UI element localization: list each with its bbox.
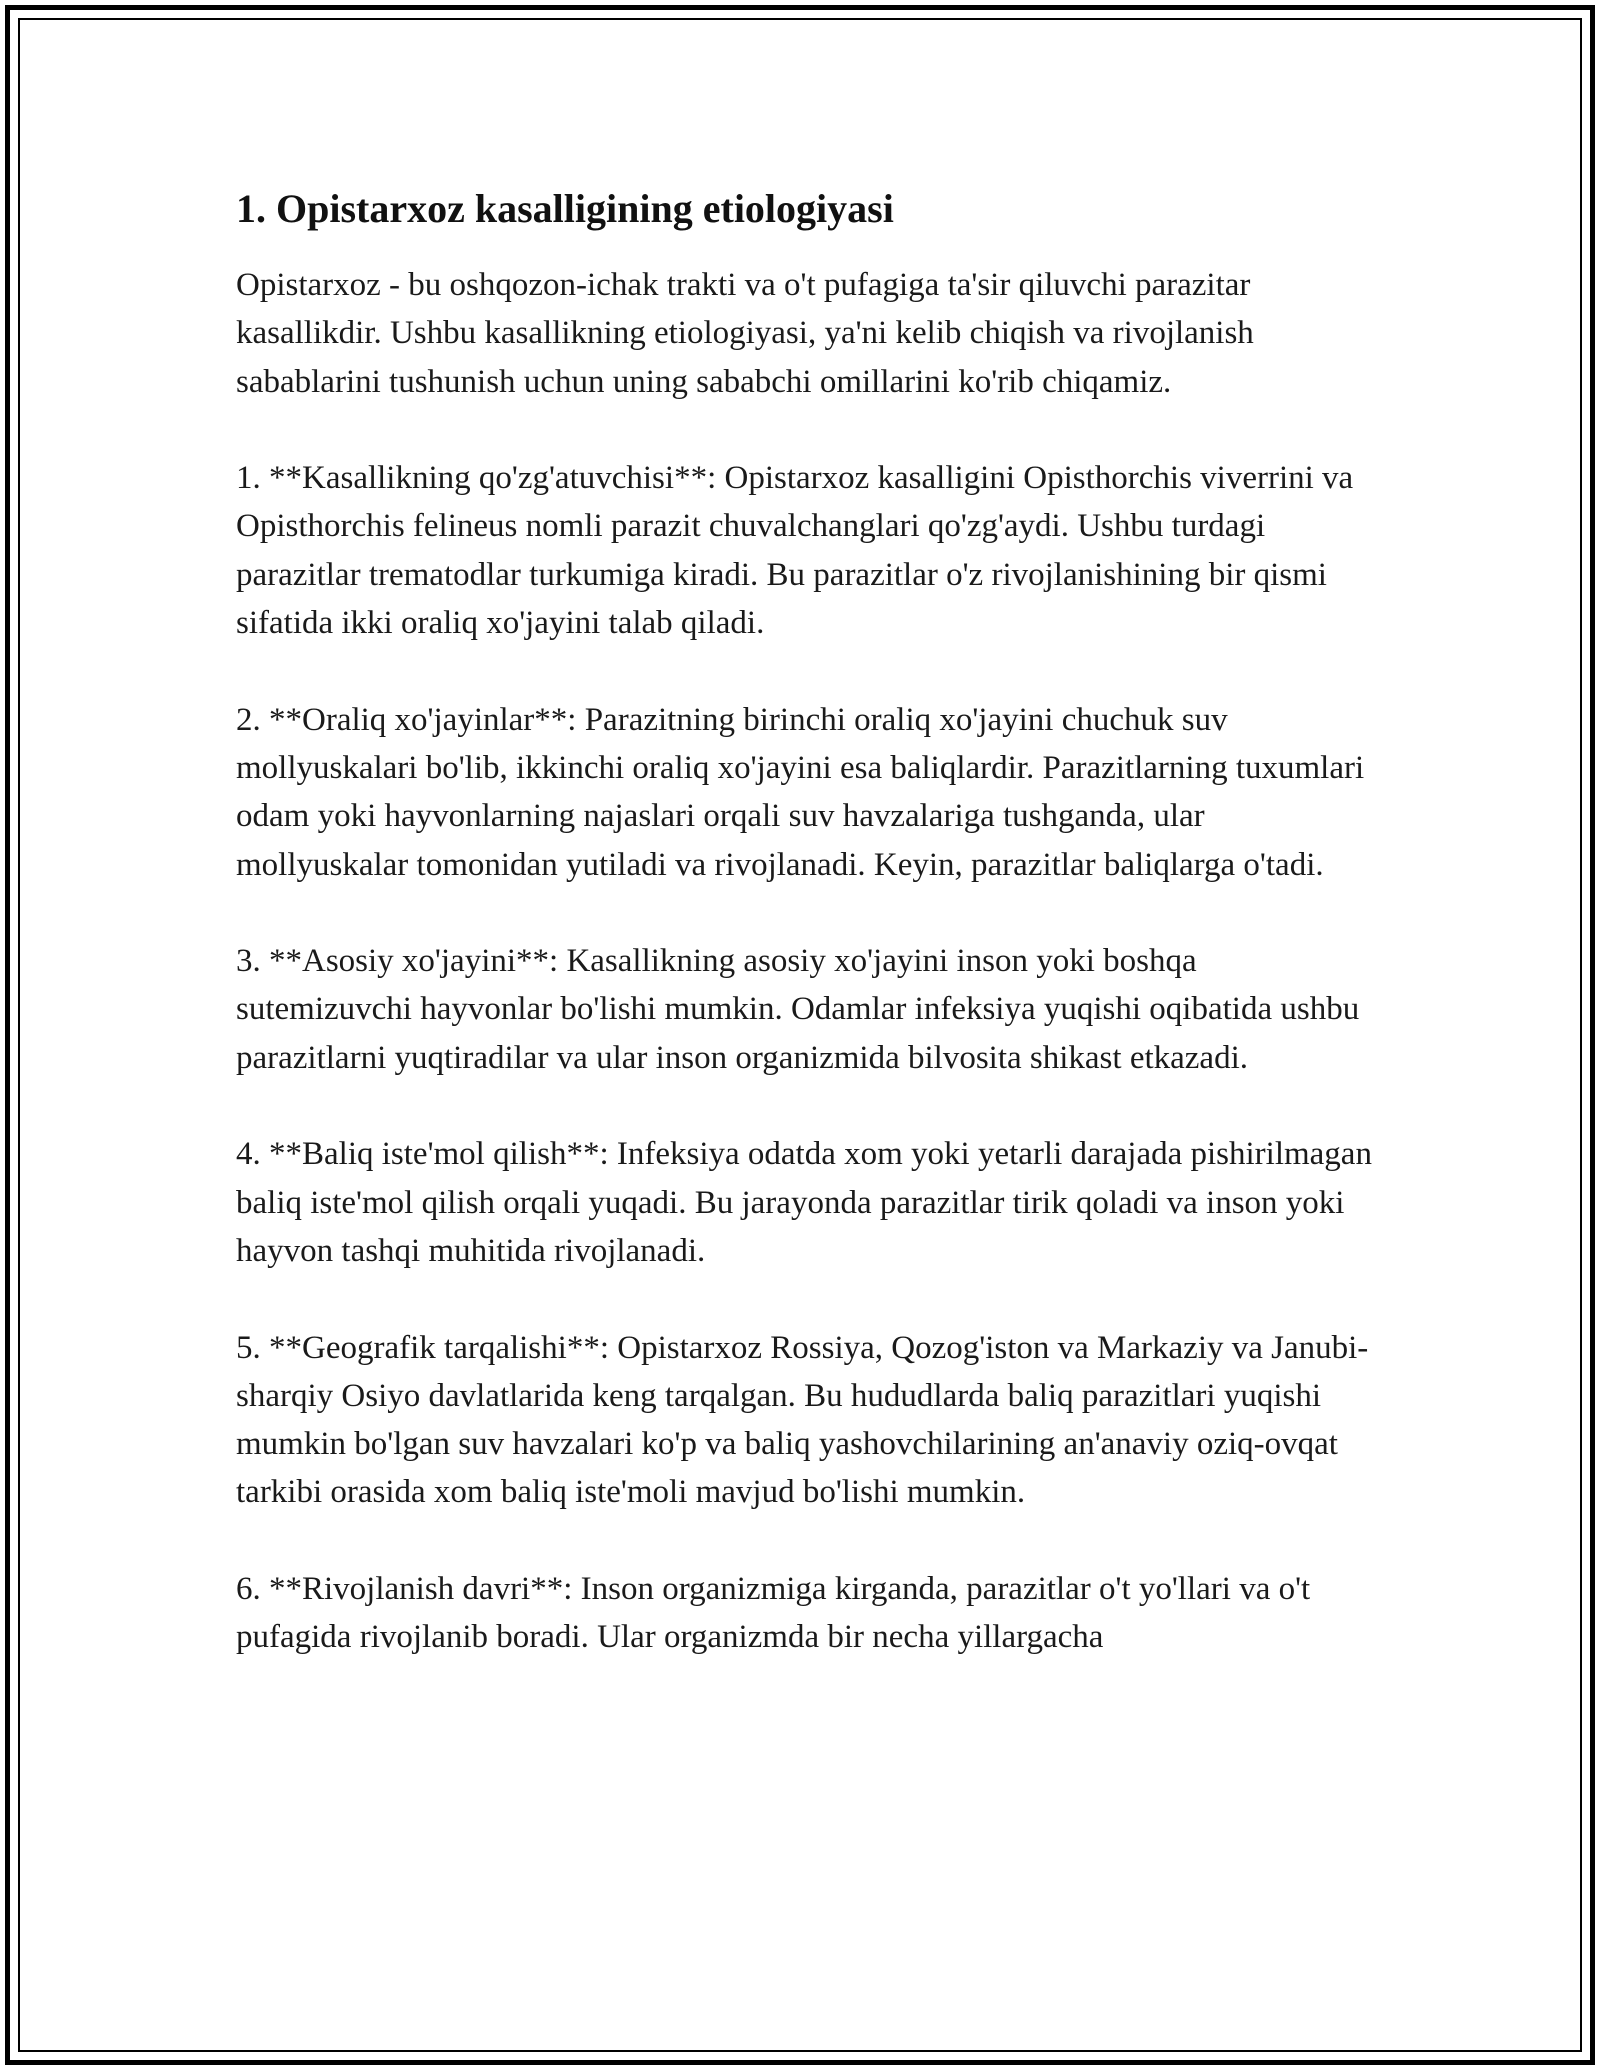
paragraph-item-2: 2. **Oraliq xo'jayinlar**: Parazitning birinchi oraliq xo'jayini chuchuk suv mollyuskalari bo'lib, ikkinchi oraliq xo'jayini esa baliqlardir. Parazitlarning tuxumlari odam yoki hayvonlarning najaslari orqali suv havzalariga tushganda, ular mollyuskalar tomonidan yutiladi va rivojlanadi. Keyin, parazitlar baliqlarga o'tadi. (236, 701, 1365, 883)
paragraph-item-4: 4. **Baliq iste'mol qilish**: Infeksiya odatda xom yoki yetarli darajada pishirilmagan baliq iste'mol qilish orqali yuqadi. Bu jarayonda parazitlar tirik qoladi va inson yoki hayvon tashqi muhitida rivojlanadi. (236, 1136, 1372, 1269)
paragraph-item-5: 5. **Geografik tarqalishi**: Opistarxoz Rossiya, Qozog'iston va Markaziy va Janubi-sharqiy Osiyo davlatlarida keng tarqalgan. Bu hududlarda baliq parazitlari yuqishi mumkin bo'lgan suv havzalari ko'p va baliq yashovchilarining an'anaviy oziq-ovqat tarkibi orasida xom baliq iste'moli mavjud bo'lishi mumkin. (236, 1329, 1369, 1511)
paragraph-item-6: 6. **Rivojlanish davri**: Inson organizmiga kirganda, parazitlar o't yo'llari va o't pufagida rivojlanib boradi. Ular organizmda bir necha yillargacha (236, 1571, 1311, 1656)
document-body (236, 183, 1376, 1710)
document-title: 1. Opistarxoz kasalligining etiologiyasi (236, 186, 894, 231)
paragraph-intro: Opistarxoz - bu oshqozon-ichak trakti va o't pufagiga ta'sir qiluvchi parazitar kasallikdir. Ushbu kasallikning etiologiyasi, ya'ni kelib chiqish va rivojlanish sabablarini tushunish uchun uning sababchi omillarini ko'rib chiqamiz. (236, 267, 1254, 400)
paragraph-item-1: 1. **Kasallikning qo'zg'atuvchisi**: Opistarxoz kasalligini Opisthorchis viverrini va Opisthorchis felineus nomli parazit chuvalchanglari qo'zg'aydi. Ushbu turdagi parazitlar trematodlar turkumiga kiradi. Bu parazitlar o'z rivojlanishining bir qismi sifatida ikki oraliq xo'jayini talab qiladi. (236, 460, 1354, 642)
paragraph-item-3: 3. **Asosiy xo'jayini**: Kasallikning asosiy xo'jayini inson yoki boshqa sutemizuvchi hayvonlar bo'lishi mumkin. Odamlar infeksiya yuqishi oqibatida ushbu parazitlarni yuqtiradilar va ular inson organizmida bilvosita shikast etkazadi. (236, 943, 1360, 1076)
